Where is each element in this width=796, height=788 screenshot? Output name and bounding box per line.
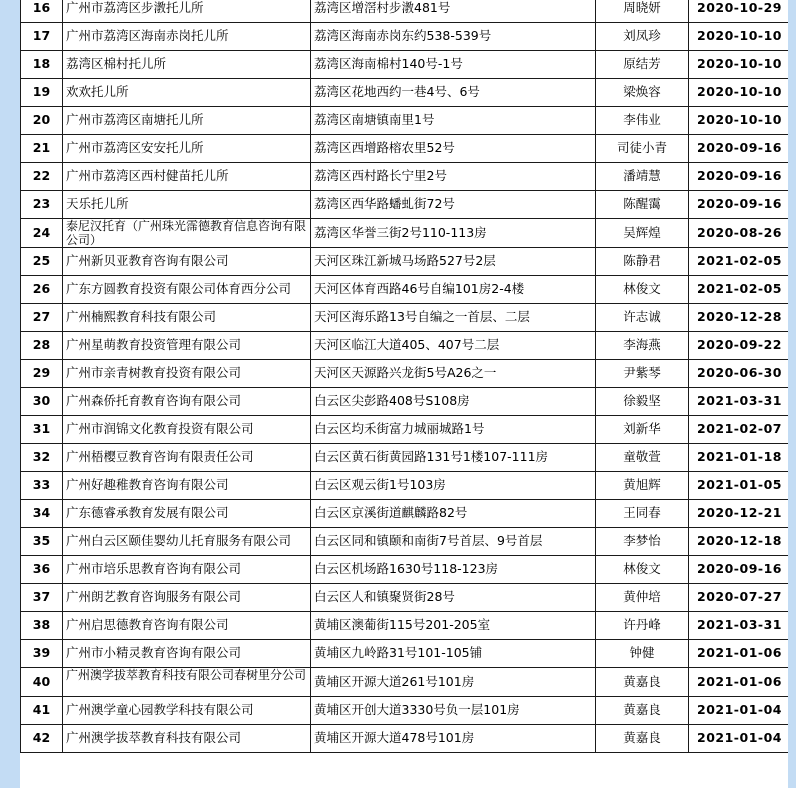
institution-name-cell: 欢欢托儿所: [63, 79, 311, 107]
row-number-cell: 42: [21, 725, 63, 753]
institution-name-cell: 广州好趣稚教育咨询有限公司: [63, 472, 311, 500]
row-number-cell: 40: [21, 668, 63, 697]
address-cell: 荔湾区西华路蟠虬街72号: [311, 191, 596, 219]
row-number-cell: 35: [21, 528, 63, 556]
address-cell: 荔湾区西增路榕农里52号: [311, 135, 596, 163]
row-number-cell: 34: [21, 500, 63, 528]
address-cell: 白云区均禾街富力城丽城路1号: [311, 416, 596, 444]
institution-name-cell: 广州市荔湾区西村健苗托儿所: [63, 163, 311, 191]
date-cell: 2020-12-21: [689, 500, 789, 528]
institution-name-cell: 广州森侨托育教育咨询有限公司: [63, 388, 311, 416]
row-number-cell: 32: [21, 444, 63, 472]
address-cell: 白云区京溪街道麒麟路82号: [311, 500, 596, 528]
row-number-cell: 25: [21, 248, 63, 276]
date-cell: 2020-06-30: [689, 360, 789, 388]
table-row: [21, 276, 789, 304]
address-cell: 白云区观云街1号103房: [311, 472, 596, 500]
date-cell: 2021-01-06: [689, 668, 789, 697]
address-cell: 天河区体育西路46号自编101房2-4楼: [311, 276, 596, 304]
table-row: [21, 444, 789, 472]
institution-name-cell: 天乐托儿所: [63, 191, 311, 219]
contact-person-cell: 林俊文: [596, 556, 689, 584]
address-cell: 荔湾区花地西约一巷4号、6号: [311, 79, 596, 107]
table-row: [21, 304, 789, 332]
address-cell: 黄埔区开源大道261号101房: [311, 668, 596, 697]
row-number-cell: 37: [21, 584, 63, 612]
date-cell: 2020-12-18: [689, 528, 789, 556]
registry-table: [20, 0, 788, 753]
date-cell: 2020-10-10: [689, 79, 789, 107]
institution-name-cell: 广州市润锦文化教育投资有限公司: [63, 416, 311, 444]
date-cell: 2021-01-04: [689, 697, 789, 725]
table-row: [21, 584, 789, 612]
contact-person-cell: 徐毅坚: [596, 388, 689, 416]
date-cell: 2021-01-06: [689, 640, 789, 668]
address-cell: 天河区珠江新城马场路527号2层: [311, 248, 596, 276]
table-row: [21, 697, 789, 725]
date-cell: 2020-09-16: [689, 163, 789, 191]
contact-person-cell: 陈静君: [596, 248, 689, 276]
address-cell: 黄埔区开源大道478号101房: [311, 725, 596, 753]
document-sheet: [20, 0, 788, 788]
date-cell: 2020-10-29: [689, 0, 789, 23]
row-number-cell: 21: [21, 135, 63, 163]
contact-person-cell: 黄嘉良: [596, 668, 689, 697]
table-row: [21, 528, 789, 556]
contact-person-cell: 周晓妍: [596, 0, 689, 23]
table-row: [21, 248, 789, 276]
institution-name-cell: 广州启思德教育咨询有限公司: [63, 612, 311, 640]
institution-name-cell: [63, 668, 311, 697]
date-cell: 2020-09-22: [689, 332, 789, 360]
table-row: [21, 472, 789, 500]
table-row: [21, 219, 789, 248]
institution-name-cell: 广州白云区颐佳婴幼儿托育服务有限公司: [63, 528, 311, 556]
date-cell: 2020-10-10: [689, 23, 789, 51]
contact-person-cell: 林俊文: [596, 276, 689, 304]
contact-person-cell: 刘凤珍: [596, 23, 689, 51]
date-cell: 2020-10-10: [689, 107, 789, 135]
contact-person-cell: 许志诚: [596, 304, 689, 332]
row-number-cell: 26: [21, 276, 63, 304]
date-cell: 2020-08-26: [689, 219, 789, 248]
table-row: [21, 23, 789, 51]
date-cell: 2020-09-16: [689, 191, 789, 219]
institution-name-cell: 广州市荔湾区南塘托儿所: [63, 107, 311, 135]
address-cell: 天河区海乐路13号自编之一首层、二层: [311, 304, 596, 332]
address-cell: 黄埔区九岭路31号101-105铺: [311, 640, 596, 668]
date-cell: 2021-03-31: [689, 612, 789, 640]
table-row: [21, 191, 789, 219]
contact-person-cell: 吴辉煌: [596, 219, 689, 248]
institution-name-cell: 广州星萌教育投资管理有限公司: [63, 332, 311, 360]
institution-name-cell: 广州市培乐思教育咨询有限公司: [63, 556, 311, 584]
table-row: [21, 500, 789, 528]
institution-name-text: 泰尼汉托育（广州珠光霈德教育信息咨询有限公司）: [66, 219, 307, 247]
table-row: [21, 332, 789, 360]
row-number-cell: 18: [21, 51, 63, 79]
institution-name-cell: 广州市荔湾区海南赤岗托儿所: [63, 23, 311, 51]
table-row: [21, 612, 789, 640]
date-cell: 2021-02-05: [689, 248, 789, 276]
row-number-cell: 22: [21, 163, 63, 191]
row-number-cell: 38: [21, 612, 63, 640]
row-number-cell: 30: [21, 388, 63, 416]
date-cell: 2021-03-31: [689, 388, 789, 416]
contact-person-cell: 童敬萱: [596, 444, 689, 472]
table-row: [21, 0, 789, 23]
row-number-cell: 41: [21, 697, 63, 725]
row-number-cell: 36: [21, 556, 63, 584]
institution-name-cell: 广州梧樱豆教育咨询有限责任公司: [63, 444, 311, 472]
contact-person-cell: 尹紫琴: [596, 360, 689, 388]
contact-person-cell: 梁焕容: [596, 79, 689, 107]
address-cell: 黄埔区澳葡街115号201-205室: [311, 612, 596, 640]
institution-name-cell: 广州澳学童心园教学科技有限公司: [63, 697, 311, 725]
institution-name-cell: 广州朗艺教育咨询服务有限公司: [63, 584, 311, 612]
date-cell: 2020-09-16: [689, 135, 789, 163]
contact-person-cell: 李梦怡: [596, 528, 689, 556]
contact-person-cell: 黄嘉良: [596, 725, 689, 753]
contact-person-cell: 王同春: [596, 500, 689, 528]
address-cell: 荔湾区增滘村步漖481号: [311, 0, 596, 23]
institution-name-cell: [63, 219, 311, 248]
contact-person-cell: 黄仲培: [596, 584, 689, 612]
contact-person-cell: 刘新华: [596, 416, 689, 444]
date-cell: 2020-09-16: [689, 556, 789, 584]
address-cell: 白云区黄石街黄园路131号1楼107-111房: [311, 444, 596, 472]
date-cell: 2021-02-07: [689, 416, 789, 444]
contact-person-cell: 司徒小青: [596, 135, 689, 163]
address-cell: 白云区机场路1630号118-123房: [311, 556, 596, 584]
table-row: [21, 668, 789, 697]
institution-name-cell: 广州市小精灵教育咨询有限公司: [63, 640, 311, 668]
institution-name-cell: 广州市荔湾区安安托儿所: [63, 135, 311, 163]
row-number-cell: 17: [21, 23, 63, 51]
contact-person-cell: 陈醒霭: [596, 191, 689, 219]
institution-name-cell: 广东德睿承教育发展有限公司: [63, 500, 311, 528]
contact-person-cell: 黄嘉良: [596, 697, 689, 725]
row-number-cell: 33: [21, 472, 63, 500]
address-cell: 白云区尖彭路408号S108房: [311, 388, 596, 416]
address-cell: 荔湾区华誉三街2号110-113房: [311, 219, 596, 248]
table-row: [21, 556, 789, 584]
contact-person-cell: 李伟业: [596, 107, 689, 135]
date-cell: 2021-01-18: [689, 444, 789, 472]
address-cell: 天河区天源路兴龙街5号A26之一: [311, 360, 596, 388]
contact-person-cell: 原结芳: [596, 51, 689, 79]
date-cell: 2021-01-04: [689, 725, 789, 753]
row-number-cell: 39: [21, 640, 63, 668]
date-cell: 2020-07-27: [689, 584, 789, 612]
institution-name-cell: 广州楠熙教育科技有限公司: [63, 304, 311, 332]
institution-name-cell: 荔湾区棉村托儿所: [63, 51, 311, 79]
table-row: [21, 163, 789, 191]
table-row: [21, 51, 789, 79]
table-row: [21, 79, 789, 107]
address-cell: 白云区人和镇聚贤街28号: [311, 584, 596, 612]
institution-name-cell: 广州新贝亚教育咨询有限公司: [63, 248, 311, 276]
contact-person-cell: 潘靖慧: [596, 163, 689, 191]
institution-name-cell: 广州市荔湾区步漖托儿所: [63, 0, 311, 23]
contact-person-cell: 黄旭辉: [596, 472, 689, 500]
address-cell: 荔湾区南塘镇南里1号: [311, 107, 596, 135]
table-row: [21, 725, 789, 753]
date-cell: 2020-10-10: [689, 51, 789, 79]
row-number-cell: 29: [21, 360, 63, 388]
table-row: [21, 135, 789, 163]
institution-name-text: 广州澳学拔萃教育科技有限公司春树里分公司: [66, 668, 307, 682]
institution-name-cell: 广东方圆教育投资有限公司体育西分公司: [63, 276, 311, 304]
contact-person-cell: 许丹峰: [596, 612, 689, 640]
table-row: [21, 640, 789, 668]
address-cell: 荔湾区海南赤岗东约538-539号: [311, 23, 596, 51]
table-row: [21, 360, 789, 388]
registry-table-body: [21, 0, 789, 753]
row-number-cell: 16: [21, 0, 63, 23]
address-cell: 荔湾区海南棉村140号-1号: [311, 51, 596, 79]
row-number-cell: 31: [21, 416, 63, 444]
institution-name-cell: 广州澳学拔萃教育科技有限公司: [63, 725, 311, 753]
date-cell: 2020-12-28: [689, 304, 789, 332]
table-row: [21, 388, 789, 416]
row-number-cell: 23: [21, 191, 63, 219]
row-number-cell: 24: [21, 219, 63, 248]
address-cell: 天河区临江大道405、407号二层: [311, 332, 596, 360]
table-row: [21, 107, 789, 135]
date-cell: 2021-01-05: [689, 472, 789, 500]
address-cell: 荔湾区西村路长宁里2号: [311, 163, 596, 191]
table-row: [21, 416, 789, 444]
institution-name-cell: 广州市亲青树教育投资有限公司: [63, 360, 311, 388]
contact-person-cell: 李海燕: [596, 332, 689, 360]
address-cell: 黄埔区开创大道3330号负一层101房: [311, 697, 596, 725]
address-cell: 白云区同和镇颐和南街7号首层、9号首层: [311, 528, 596, 556]
row-number-cell: 20: [21, 107, 63, 135]
date-cell: 2021-02-05: [689, 276, 789, 304]
contact-person-cell: 钟健: [596, 640, 689, 668]
row-number-cell: 27: [21, 304, 63, 332]
row-number-cell: 19: [21, 79, 63, 107]
row-number-cell: 28: [21, 332, 63, 360]
